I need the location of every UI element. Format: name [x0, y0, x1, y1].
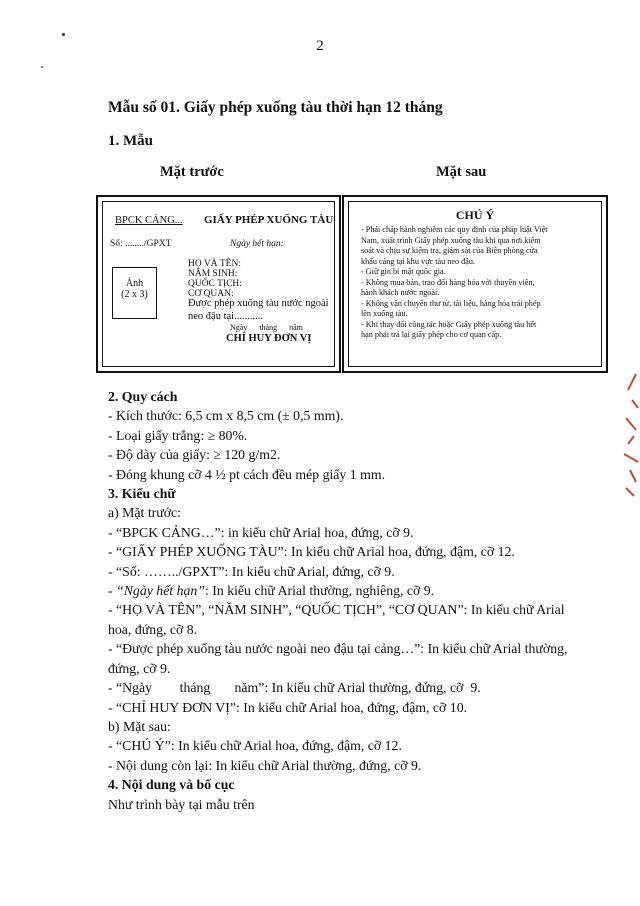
front-heading: GIẤY PHÉP XUỐNG TÀU	[204, 214, 334, 226]
front-expiry: Ngày hết hạn:	[230, 239, 284, 249]
scan-speck	[41, 66, 43, 68]
back-note-line: soát và chịu sự kiểm tra, giám sát của Biên phòng cửa	[361, 246, 538, 255]
front-date: Ngày tháng năm	[230, 323, 303, 332]
body-text	[108, 387, 608, 814]
font-rule-text: : In kiểu chữ Arial hoa, đứng, đậm, cỡ 12.	[283, 544, 515, 560]
section-heading-fonts: 3. Kiểu chữ	[108, 486, 176, 502]
font-rule-back-rest: - Nội dung còn lại: In kiểu chữ Arial thường, đứng, cỡ 9.	[108, 757, 422, 773]
front-sub-heading: a) Mặt trước:	[108, 505, 181, 521]
back-note-line: - Giữ gìn bí mật quốc gia.	[361, 267, 446, 276]
font-rule-permit: - “Được phép xuống tàu nước ngoài neo đậu tại cảng…”: In kiểu chữ Arial thường,	[108, 641, 568, 657]
font-rule	[108, 562, 608, 581]
font-rule-names-cont: hoa, đứng, cỡ 8.	[108, 621, 198, 637]
document-title: Mẫu số 01. Giấy phép xuống tàu thời hạn 12 tháng	[108, 99, 443, 116]
font-rule-subject: - “BPCK CẢNG…”	[108, 524, 221, 540]
back-note-line: lên xuống tàu.	[361, 309, 408, 318]
font-rule-subject: - “Số: ……../GPXT”	[108, 563, 225, 579]
back-sub-heading: b) Mặt sau:	[108, 718, 171, 734]
spec-line: - Độ dày của giấy: ≥ 120 g/m2.	[108, 447, 281, 463]
back-note-line: - Khi thay đổi công tác hoặc Giấy phép xuống tàu hết	[361, 319, 537, 329]
field-birth: NĂM SINH:	[188, 269, 238, 279]
font-rule-text: : In kiểu chữ Arial thường, nghiêng, cỡ 9.	[204, 583, 435, 599]
section-heading-layout: 4. Nội dung và bố cục	[108, 777, 235, 793]
photo-label: Ảnh	[125, 278, 144, 289]
font-rule-date: - “Ngày tháng năm”: In kiểu chữ Arial thường, đứng, cỡ 9.	[108, 680, 481, 696]
font-rule-text: : In kiểu chữ Arial, đứng, cỡ 9.	[224, 563, 395, 579]
spec-line: - Loại giấy trắng: ≥ 80%.	[108, 427, 248, 443]
field-agency: CƠ QUAN:	[188, 289, 234, 299]
front-card	[96, 195, 341, 373]
front-side-label: Mặt trước	[160, 164, 224, 180]
back-note-line: Nam, xuất trình Giấy phép xuống tàu khi qua nơi kiểm	[361, 235, 541, 245]
font-rule-permit-cont: đứng, cỡ 9.	[108, 660, 171, 676]
font-rule-commander: - “CHỈ HUY ĐƠN VỊ”: In kiểu chữ Arial hoa, đứng, đậm, cỡ 10.	[108, 699, 468, 715]
back-side-label: Mặt sau	[436, 164, 487, 180]
permit-line-1: Được phép xuống tàu nước ngoài	[188, 298, 329, 309]
back-note-line: - Không vận chuyển thư từ, tài liệu, hàng hóa trái phép	[361, 298, 541, 308]
font-rule	[108, 542, 608, 561]
layout-text: Như trình bày tại mẫu trên	[108, 796, 255, 812]
front-commander: CHỈ HUY ĐƠN VỊ	[226, 333, 312, 344]
field-nationality: QUỐC TỊCH:	[188, 279, 242, 289]
field-name: HỌ VÀ TÊN:	[188, 259, 241, 269]
photo-box	[112, 267, 157, 319]
font-rule-names: - “HỌ VÀ TÊN”, “NĂM SINH”, “QUỐC TỊCH”, “CƠ QUAN”: In kiểu chữ Arial	[108, 602, 565, 618]
font-rule-subject: - “GIẤY PHÉP XUỐNG TÀU”	[108, 544, 284, 560]
font-rule	[108, 581, 608, 600]
spec-line: - Kích thước: 6,5 cm x 8,5 cm (± 0,5 mm).	[108, 408, 344, 424]
scan-speck	[62, 33, 65, 36]
photo-size: (2 x 3)	[121, 289, 148, 300]
back-note-line: - Phải chấp hành nghiêm các quy định của pháp luật Việt	[361, 225, 548, 234]
section-heading-spec: 2. Quy cách	[108, 389, 178, 404]
back-note-line: khẩu cảng tại khu vực tàu neo đậu.	[361, 256, 476, 266]
red-stamp-edge	[622, 370, 640, 500]
font-rule-text: : in kiểu chữ Arial hoa, đứng, cỡ 9.	[220, 524, 414, 540]
back-note-line: hạn phải trả lại giấy phép cho cơ quan cấp.	[361, 330, 502, 339]
front-port: BPCK CẢNG...	[115, 215, 183, 226]
back-note-line: - Không mua bán, trao đổi hàng hóa với thuyền viên,	[361, 277, 535, 287]
font-rule-back-heading: - “CHÚ Ý”: In kiểu chữ Arial hoa, đứng, đậm, cỡ 12.	[108, 738, 402, 754]
font-rule	[108, 523, 608, 542]
font-rule-subject: - “Ngày hết hạn”	[108, 583, 205, 599]
back-card	[342, 195, 608, 373]
back-notes	[361, 225, 601, 341]
page-number: 2	[316, 38, 324, 54]
spec-line: - Đóng khung cỡ 4 ½ pt cách đều mép giấy 1 mm.	[108, 466, 386, 482]
section-heading-sample: 1. Mẫu	[108, 133, 153, 149]
back-heading: CHÚ Ý	[455, 208, 495, 222]
back-note-line: hành khách nước ngoài.	[361, 288, 440, 297]
front-number: Số: ......../GPXT	[110, 239, 172, 249]
permit-line-2: neo đậu tại...........	[188, 311, 263, 322]
